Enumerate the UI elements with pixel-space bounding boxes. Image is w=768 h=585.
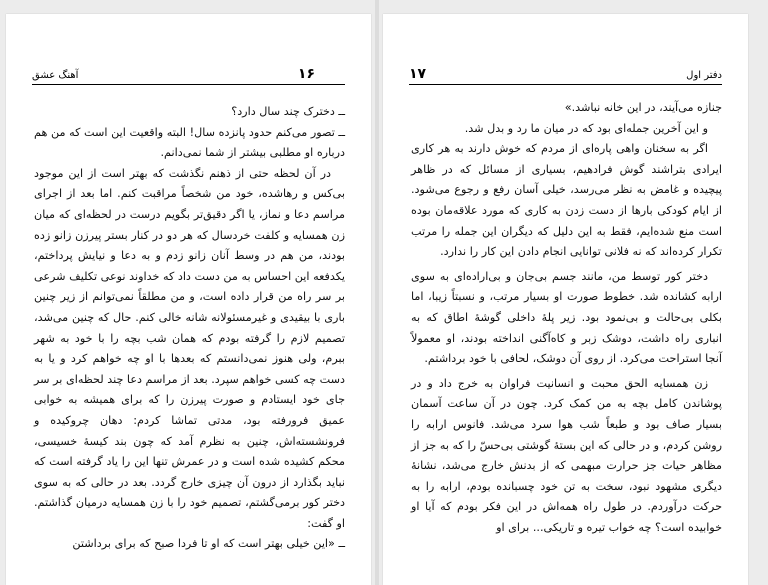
paragraph: جنازه می‌آیند، در این خانه نباشد.»: [564, 101, 722, 114]
paragraph: ــ «این خیلی بهتر است که او تا فردا صبح که برای برداشتن: [72, 537, 345, 551]
left-page-number: ۱۶: [297, 66, 315, 82]
paragraph: و این آخرین جمله‌ای بود که در میان ما رد و بدل شد.: [464, 121, 708, 135]
paragraph: دختر کور توسط من، مانند جسم بی‌جان و بی‌اراده‌ای به سوی ارابه کشانده شد. خطوط صورت او بسیار مرتب، و نسبتاً زیبا، اما بکلی بی‌حالت و بی‌نمود بود. زیر پلهٔ داخلی گوشهٔ اطاق که به انباری راه داشت، دوشک زبر و کاه‌آگنی انداخته بودند، او معمولاً آنجا استراحت می‌کرد. از روی آن دوشک، لحافی با خود برداشتم.: [411, 269, 722, 366]
right-running-head: [409, 64, 722, 85]
paragraph: ــ دخترک چند سال دارد؟: [231, 105, 345, 118]
left-running-head: [32, 64, 345, 85]
paragraph: زن همسایه الحق محبت و انسانیت فراوان به خرج داد و در پوشاندن کامل بچه به من کمک کرد. چون در آن ساعت آسمان بسیار صاف بود و طبعاً شب هوا سرد می‌شد. فانوس ارابه را روشن کردم، و در حالی که این بستهٔ گوشتی بی‌حسّ را که به جز از مظاهر حیات جز حرارت مبهمی که از بدنش خارج می‌شد، نشانهٔ دیگری مشهود نبود، سخت به تن خود چسبانده بودم، ارابه را به حرکت درآوردم. در طول راه همه‌اش در این فکر بودم که آیا او خوابیده است؟ چه خواب تیره و تاریکی... برای او: [411, 376, 722, 534]
book-gutter: [375, 0, 379, 585]
right-running-title: دفتر اول: [686, 70, 722, 81]
left-running-title: آهنگ عشق: [32, 70, 79, 81]
right-body-text: [411, 98, 722, 581]
left-page: [6, 14, 371, 585]
right-page: [383, 14, 748, 585]
paragraph: ــ تصور می‌کنم حدود پانزده سال! البته واقعیت این است که من هم درباره او مطلبی بیشتر از شما نمی‌دانم.: [34, 125, 345, 160]
paragraph: اگر به سخنان واهی پاره‌ای از مردم که خوش دارند به هر کاری ایرادی بتراشند گوش فرادهیم، بسیاری از مسائل که در ظاهر پیچیده و غامض به نظر می‌رسد، خیلی آسان رفع و رجوع می‌شود. از ایام کودکی بارها از دست زدن به کاری که مورد علاقه‌مان بوده است منع شده‌ایم، فقط به این دلیل که دیگران این جمله را مرتب تکرار کرده‌اند که نه فلانی توانایی انجام دادن این کار را ندارد.: [411, 142, 722, 259]
right-page-number: ۱۷: [409, 66, 427, 82]
left-body-text: [34, 102, 345, 581]
paragraph: در آن لحظه حتی از ذهنم نگذشت که بهتر است از این موجود بی‌کس و رهاشده، خود من شخصاً مراقبت کنم. اما بعد از اجرای مراسم دعا و نماز، یا اگر دقیق‌تر بگویم درست در لحظه‌ای که میان زن همسایه و کلفت خردسال که هر دو در کنار بستر پیرزن زانو زده بودند، من هم در وسط آنان زانو زدم و به دعا و نیایش پرداختم، یکدفعه این احساس به من دست داد که خداوند نوعی تکلیف شرعی بر سر راه من قرار داده است، و من مطلقاً نمی‌توانم از زیر چنین باری با بیقیدی و غیرمسئولانه شانه خالی کنم. حال که چنین می‌شد، تصمیم لازم را گرفته بودم که همان شب بچه را با خود به شهر ببرم، ولی هنوز نمی‌دانستم که بعدها با او چه خواهم کرد و یا به دست چه کسی خواهم سپرد. بعد از مراسم دعا چند لحظه‌ای بر سر جای خود ایستادم و صورت پیرزن را که برای همیشه به خوابی عمیق فرورفته بود، مدتی تماشا کردم: دهان چروکیده و فرونشسته‌اش، چنین به نظرم آمد که چون بند کیسهٔ خسیسی، محکم کشیده شده است و در عمرش تنها این را یاد گرفته است که نباید بگذارد از درون آن چیزی خارج گردد. بعد در حالی که به سوی دختر کور برمی‌گشتم، تصمیم خود را با زن همسایه درمیان گذاشتم. او گفت:: [34, 166, 345, 530]
